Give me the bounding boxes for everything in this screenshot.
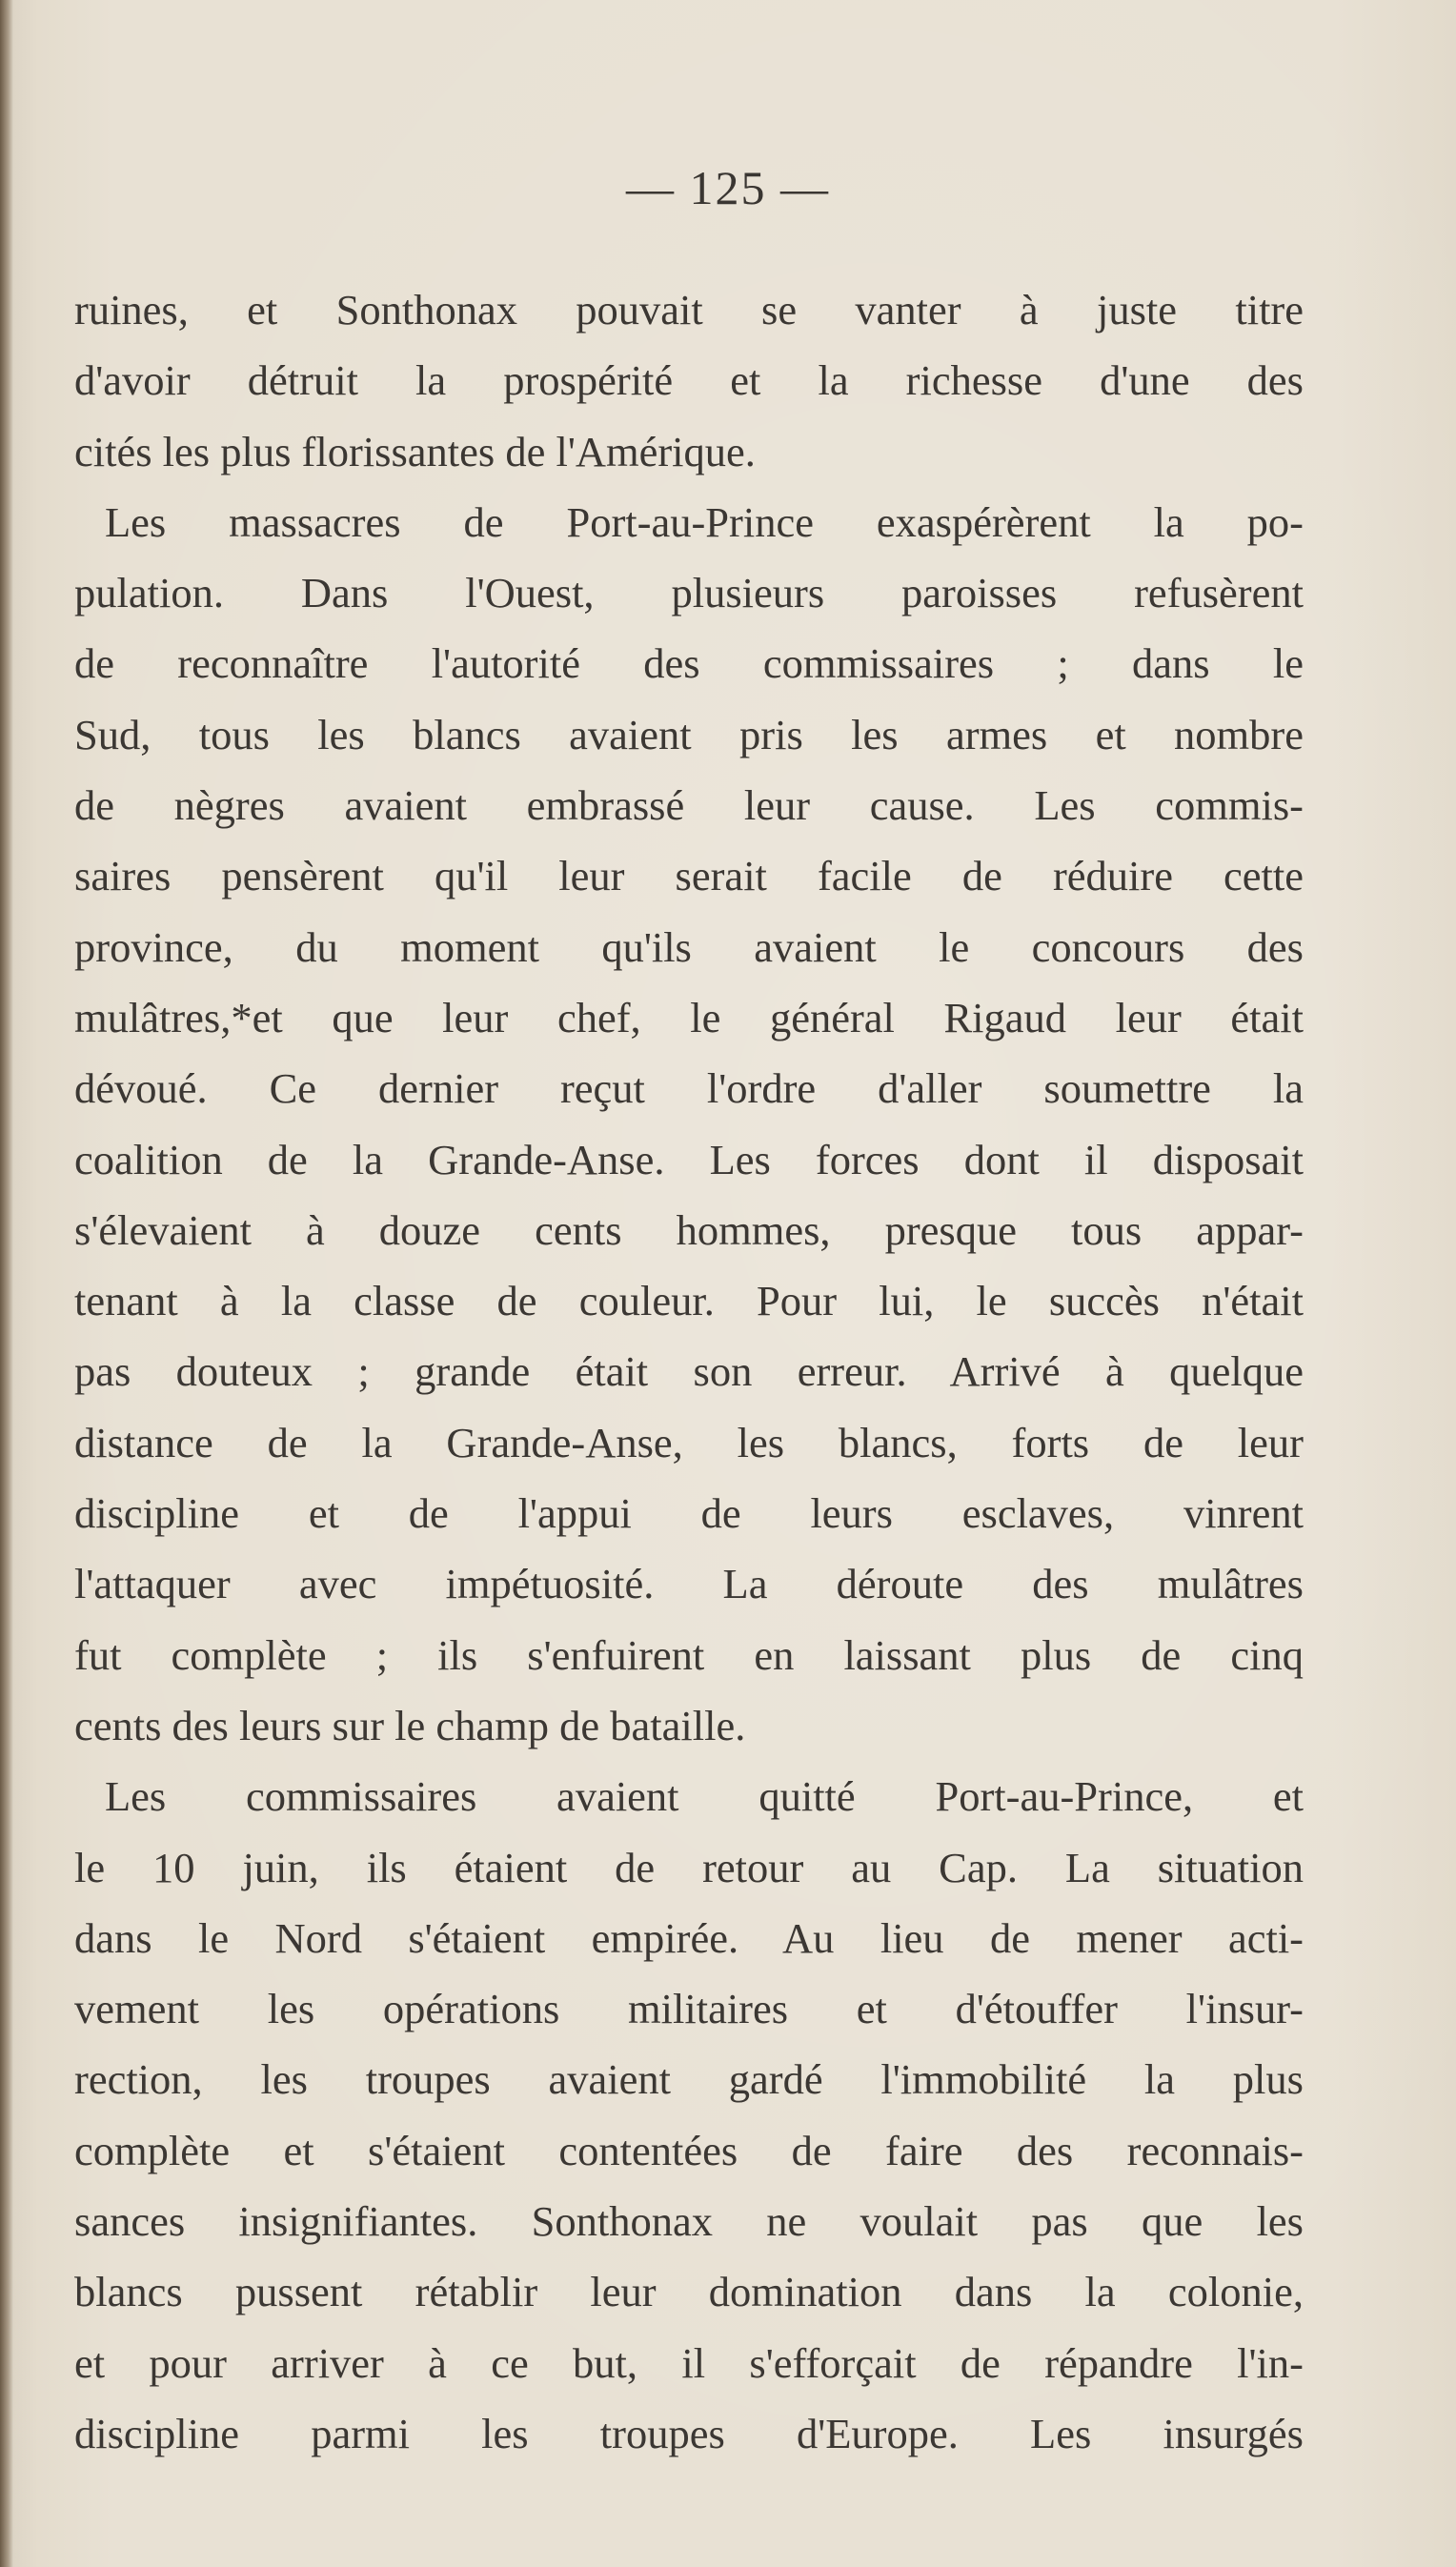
text-line: rection, les troupes avaient gardé l'immobilité la plus [74,2055,1304,2104]
text-line: ruines, et Sonthonax pouvait se vanter à juste titre [74,286,1304,334]
text-line: dans le Nord s'étaient empirée. Au lieu de mener acti- [74,1913,1304,1962]
text-line: discipline parmi les troupes d'Europe. Les insurgés [74,2409,1304,2457]
text-line: pulation. Dans l'Ouest, plusieurs paroisses refusèrent [74,569,1304,617]
page-binding-edge [0,0,13,2567]
text-line: vement les opérations militaires et d'étouffer l'insur- [74,1985,1304,2033]
text-line: tenant à la classe de couleur. Pour lui, le succès n'était [74,1277,1304,1325]
page-number: — 125 — [626,161,830,214]
text-line: province, du moment qu'ils avaient le concours des [74,922,1304,971]
text-line: sances insignifiantes. Sonthonax ne voulait pas que les [74,2197,1304,2246]
text-line: mulâtres,*et que leur chef, le général Rigaud leur était [74,993,1304,1041]
text-line: saires pensèrent qu'il leur serait facile de réduire cette [74,852,1304,900]
text-line: Sud, tous les blancs avaient pris les armes et nombre [74,710,1304,758]
text-line: blancs pussent rétablir leur domination dans la colonie, [74,2268,1304,2316]
text-line: s'élevaient à douze cents hommes, presque tous appar- [74,1205,1304,1254]
text-line: complète et s'étaient contentées de faire des reconnais- [74,2126,1304,2174]
text-line: de nègres avaient embrassé leur cause. Les commis- [74,781,1304,830]
text-line: l'attaquer avec impétuosité. La déroute des mulâtres [74,1560,1304,1608]
text-line: pas douteux ; grande était son erreur. Arrivé à quelque [74,1347,1304,1396]
text-line: discipline et de l'appui de leurs esclaves, vinrent [74,1489,1304,1538]
text-line: de reconnaître l'autorité des commissaires ; dans le [74,639,1304,688]
text-line: cents des leurs sur le champ de bataille. [74,1701,746,1749]
text-line: cités les plus florissantes de l'Amérique. [74,427,756,475]
text-line: coalition de la Grande-Anse. Les forces dont il disposait [74,1135,1304,1183]
text-line: Les massacres de Port-au-Prince exaspérèrent la po- [105,497,1304,546]
text-line: dévoué. Ce dernier reçut l'ordre d'aller soumettre la [74,1064,1304,1113]
text-line: le 10 juin, ils étaient de retour au Cap. La situation [74,1843,1304,1891]
text-line: distance de la Grande-Anse, les blancs, forts de leur [74,1418,1304,1466]
body-text [74,274,1304,2469]
text-line: Les commissaires avaient quitté Port-au-Prince, et [105,1772,1304,1821]
text-line: d'avoir détruit la prospérité et la richesse d'une des [74,356,1304,405]
text-line: fut complète ; ils s'enfuirent en laissant plus de cinq [74,1630,1304,1679]
text-line: et pour arriver à ce but, il s'efforçait de répandre l'in- [74,2338,1304,2387]
